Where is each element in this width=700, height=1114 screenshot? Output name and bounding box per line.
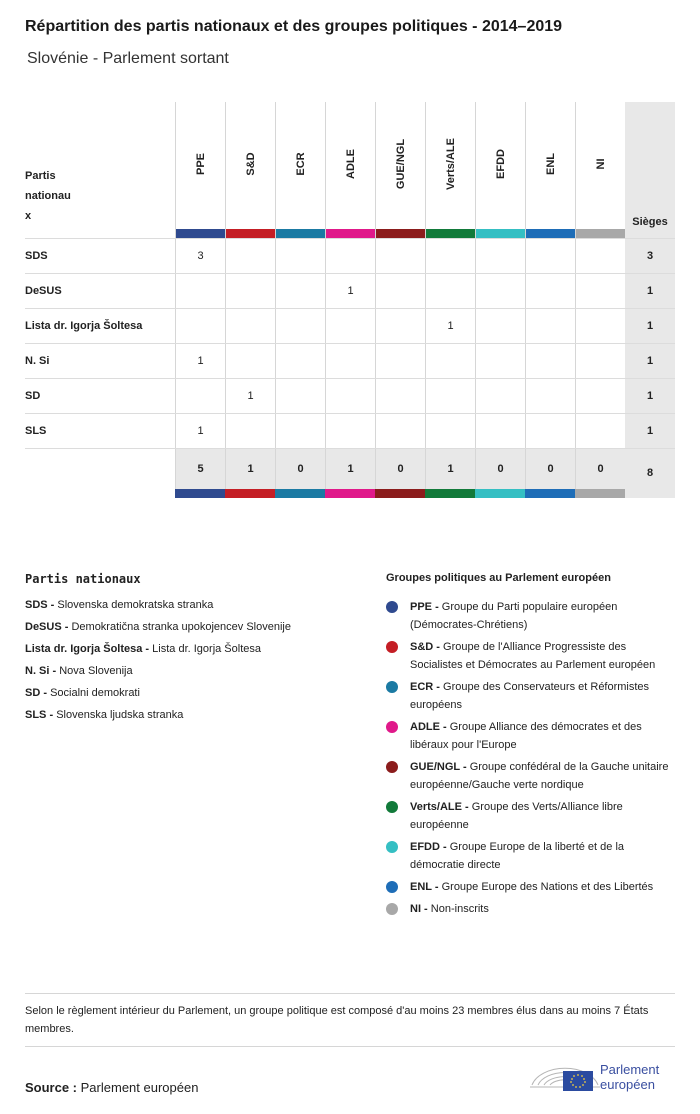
legend-item <box>25 664 365 686</box>
seat-count-cell <box>475 344 525 378</box>
legend-name: Groupe Europe de la liberté et de la démocratie directe <box>410 841 625 871</box>
legend-item <box>386 718 676 754</box>
group-header-label: ADLE <box>344 149 357 179</box>
seat-count-cell <box>425 414 475 448</box>
legend-abbr: S&D - <box>410 641 440 653</box>
table-header <box>25 102 675 238</box>
legend-name: Lista dr. Igorja Šoltesa <box>152 643 261 655</box>
seat-count-cell <box>575 379 625 413</box>
group-color-bar <box>225 489 275 498</box>
seat-count-cell <box>225 239 275 273</box>
legend-abbr: SLS - <box>25 709 54 721</box>
seat-count-cell <box>225 274 275 308</box>
logo-line-1: Parlement <box>600 1062 660 1077</box>
seat-count-cell <box>525 239 575 273</box>
group-total-cell: 0 <box>575 449 625 489</box>
legend-name: Groupe du Parti populaire européen (Démocrates-Chrétiens) <box>410 601 618 631</box>
seats-column-header <box>625 102 675 238</box>
group-color-dot <box>386 801 398 813</box>
group-color-dot <box>386 903 398 915</box>
seat-count-cell <box>475 309 525 343</box>
seat-count-cell <box>525 309 575 343</box>
legend-abbr: ECR - <box>410 681 440 693</box>
group-color-dot <box>386 721 398 733</box>
seat-count-cell <box>375 239 425 273</box>
group-total-cell: 0 <box>475 449 525 489</box>
party-name: SDS <box>25 250 48 262</box>
legend-abbr: GUE/NGL - <box>410 761 467 773</box>
group-total-cell: 1 <box>225 449 275 489</box>
seat-count-cell <box>475 414 525 448</box>
legend-name: Groupe confédéral de la Gauche unitaire européenne/Gauche verte nordique <box>410 761 669 791</box>
seat-count-cell <box>275 414 325 448</box>
group-color-dot <box>386 841 398 853</box>
legend-name: Groupe des Verts/Alliance libre européenne <box>410 801 623 831</box>
seat-count-cell <box>375 414 425 448</box>
seat-count-cell <box>425 379 475 413</box>
legend-name: Socialni demokrati <box>50 687 140 699</box>
group-column-header <box>525 102 575 238</box>
legend-name: Demokratična stranka upokojencev Slovenije <box>71 621 291 633</box>
party-column-header: Partis nationau x <box>25 170 71 222</box>
group-color-bar <box>425 489 475 498</box>
seat-count-cell <box>525 379 575 413</box>
group-total-cell: 0 <box>275 449 325 489</box>
seat-count-cell <box>225 414 275 448</box>
legend-abbr: ENL - <box>410 881 439 893</box>
group-color-dot <box>386 601 398 613</box>
legend-item <box>386 638 676 674</box>
seat-count-cell <box>275 239 325 273</box>
parties-legend <box>25 598 365 730</box>
seat-count-cell <box>475 239 525 273</box>
party-seats: 1 <box>625 379 675 413</box>
group-total-cell: 0 <box>375 449 425 489</box>
seat-count-cell <box>425 274 475 308</box>
seat-count-cell <box>525 344 575 378</box>
source-value: Parlement européen <box>80 1080 199 1095</box>
group-color-bar <box>275 489 325 498</box>
legend-abbr: SDS - <box>25 599 55 611</box>
source-label: Source : <box>25 1080 78 1095</box>
seat-count-cell: 1 <box>325 274 375 308</box>
legend-name: Groupe Europe des Nations et des Libertés <box>441 881 654 893</box>
group-color-bar <box>175 489 225 498</box>
party-seats: 1 <box>625 309 675 343</box>
group-color-bar <box>426 229 475 238</box>
legend-name: Groupe des Conservateurs et Réformistes européens <box>410 681 650 711</box>
group-color-dot <box>386 681 398 693</box>
group-column-header <box>175 102 225 238</box>
legend-name: Nova Slovenija <box>59 665 133 677</box>
group-header-label: ENL <box>544 153 557 175</box>
legend-abbr: ADLE - <box>410 721 447 733</box>
group-color-bar <box>576 229 625 238</box>
party-name: Lista dr. Igorja Šoltesa <box>25 320 143 332</box>
page-subtitle: Slovénie - Parlement sortant <box>27 50 229 67</box>
seat-count-cell <box>525 274 575 308</box>
seat-count-cell <box>575 309 625 343</box>
seat-count-cell <box>525 414 575 448</box>
group-total-cell: 5 <box>175 449 225 489</box>
group-header-label: GUE/NGL <box>394 138 407 190</box>
seat-count-cell <box>275 344 325 378</box>
seat-count-cell <box>275 379 325 413</box>
seat-count-cell <box>575 239 625 273</box>
source-line <box>25 1080 198 1095</box>
seat-count-cell <box>375 379 425 413</box>
group-column-header <box>475 102 525 238</box>
seat-count-cell: 3 <box>175 239 225 273</box>
legend-item <box>25 642 365 664</box>
group-header-label: NI <box>594 158 607 170</box>
seat-count-cell <box>325 379 375 413</box>
party-name: SLS <box>25 425 47 437</box>
party-name: DeSUS <box>25 285 62 297</box>
group-header-label: S&D <box>244 152 257 176</box>
seat-count-cell: 1 <box>225 379 275 413</box>
group-column-header <box>275 102 325 238</box>
group-total-cell: 1 <box>325 449 375 489</box>
totals-row <box>25 448 675 498</box>
seat-count-cell: 1 <box>175 414 225 448</box>
legend-item <box>386 838 676 874</box>
seat-count-cell: 1 <box>175 344 225 378</box>
table-row <box>25 343 675 378</box>
seat-count-cell <box>175 309 225 343</box>
logo-text <box>600 1062 659 1092</box>
seat-count-cell <box>575 344 625 378</box>
group-color-bar <box>375 489 425 498</box>
seat-distribution-table <box>25 102 675 498</box>
seat-count-cell <box>325 414 375 448</box>
legend-abbr: Lista dr. Igorja Šoltesa - <box>25 643 150 655</box>
seat-count-cell <box>575 274 625 308</box>
group-color-bar <box>326 229 375 238</box>
groups-legend <box>386 598 676 922</box>
group-column-header <box>325 102 375 238</box>
group-total-cell: 0 <box>525 449 575 489</box>
legend-item <box>386 598 676 634</box>
group-color-bar <box>226 229 275 238</box>
legend-item <box>25 708 365 730</box>
group-color-bar <box>575 489 625 498</box>
legend-abbr: PPE - <box>410 601 439 613</box>
legend-abbr: NI - <box>410 903 428 915</box>
legend-abbr: SD - <box>25 687 47 699</box>
seat-count-cell <box>375 344 425 378</box>
seat-count-cell <box>275 274 325 308</box>
seat-count-cell <box>425 344 475 378</box>
seat-count-cell <box>375 309 425 343</box>
table-row <box>25 378 675 413</box>
seat-count-cell <box>575 414 625 448</box>
group-color-bar <box>276 229 325 238</box>
legend-name: Groupe de l'Alliance Progressiste des Socialistes et Démocrates au Parlement européen <box>410 641 656 671</box>
seat-count-cell <box>425 239 475 273</box>
group-color-bar <box>376 229 425 238</box>
group-color-dot <box>386 641 398 653</box>
legend-name: Groupe Alliance des démocrates et des libéraux pour l'Europe <box>410 721 642 751</box>
seat-count-cell <box>225 309 275 343</box>
legend-item <box>386 678 676 714</box>
seats-header-label: Sièges <box>632 216 668 228</box>
seat-count-cell <box>175 379 225 413</box>
seat-count-cell <box>375 274 425 308</box>
party-seats: 3 <box>625 239 675 273</box>
legend-abbr: Verts/ALE - <box>410 801 469 813</box>
page-title: Répartition des partis nationaux et des groupes politiques - 2014–2019 <box>25 18 563 35</box>
groups-legend-title: Groupes politiques au Parlement européen <box>386 572 611 584</box>
legend-name: Non-inscrits <box>430 903 489 915</box>
table-row <box>25 273 675 308</box>
seat-count-cell <box>325 344 375 378</box>
logo-line-2: européen <box>600 1077 655 1092</box>
group-header-label: PPE <box>194 152 207 176</box>
group-column-header <box>225 102 275 238</box>
legend-item <box>386 900 676 918</box>
party-name: SD <box>25 390 41 402</box>
group-color-dot <box>386 761 398 773</box>
seat-count-cell: 1 <box>425 309 475 343</box>
footnote: Selon le règlement intérieur du Parlement, un groupe politique est composé d'au moins 23 membres élus dans au moins 7 États membres. <box>25 993 675 1047</box>
seat-count-cell <box>325 239 375 273</box>
group-color-dot <box>386 881 398 893</box>
group-header-label: Verts/ALE <box>444 138 457 190</box>
legend-name: Slovenska demokratska stranka <box>57 599 214 611</box>
seat-count-cell <box>175 274 225 308</box>
legend-abbr: DeSUS - <box>25 621 69 633</box>
group-column-header <box>575 102 625 238</box>
group-color-bar <box>325 489 375 498</box>
table-row <box>25 308 675 343</box>
legend-item <box>25 620 365 642</box>
group-total-cell: 1 <box>425 449 475 489</box>
seat-count-cell <box>475 379 525 413</box>
group-color-bar <box>176 229 225 238</box>
group-color-bar <box>475 489 525 498</box>
total-seats: 8 <box>625 449 675 498</box>
legend-item <box>386 798 676 834</box>
legend-abbr: EFDD - <box>410 841 447 853</box>
legend-item <box>386 758 676 794</box>
group-header-label: EFDD <box>494 149 507 179</box>
group-column-header <box>375 102 425 238</box>
legend-item <box>25 686 365 708</box>
legend-item <box>386 878 676 896</box>
group-header-label: ECR <box>294 152 307 176</box>
legend-name: Slovenska ljudska stranka <box>56 709 184 721</box>
parties-legend-title: Partis nationaux <box>25 572 141 586</box>
group-color-bar <box>476 229 525 238</box>
group-color-bar <box>525 489 575 498</box>
legend-abbr: N. Si - <box>25 665 57 677</box>
group-color-bar <box>526 229 575 238</box>
seat-count-cell <box>275 309 325 343</box>
party-seats: 1 <box>625 414 675 448</box>
party-seats: 1 <box>625 344 675 378</box>
seat-count-cell <box>225 344 275 378</box>
party-name: N. Si <box>25 355 50 367</box>
seat-count-cell <box>475 274 525 308</box>
table-row <box>25 238 675 273</box>
seat-count-cell <box>325 309 375 343</box>
group-column-header <box>425 102 475 238</box>
table-row <box>25 413 675 448</box>
legend-item <box>25 598 365 620</box>
party-seats: 1 <box>625 274 675 308</box>
